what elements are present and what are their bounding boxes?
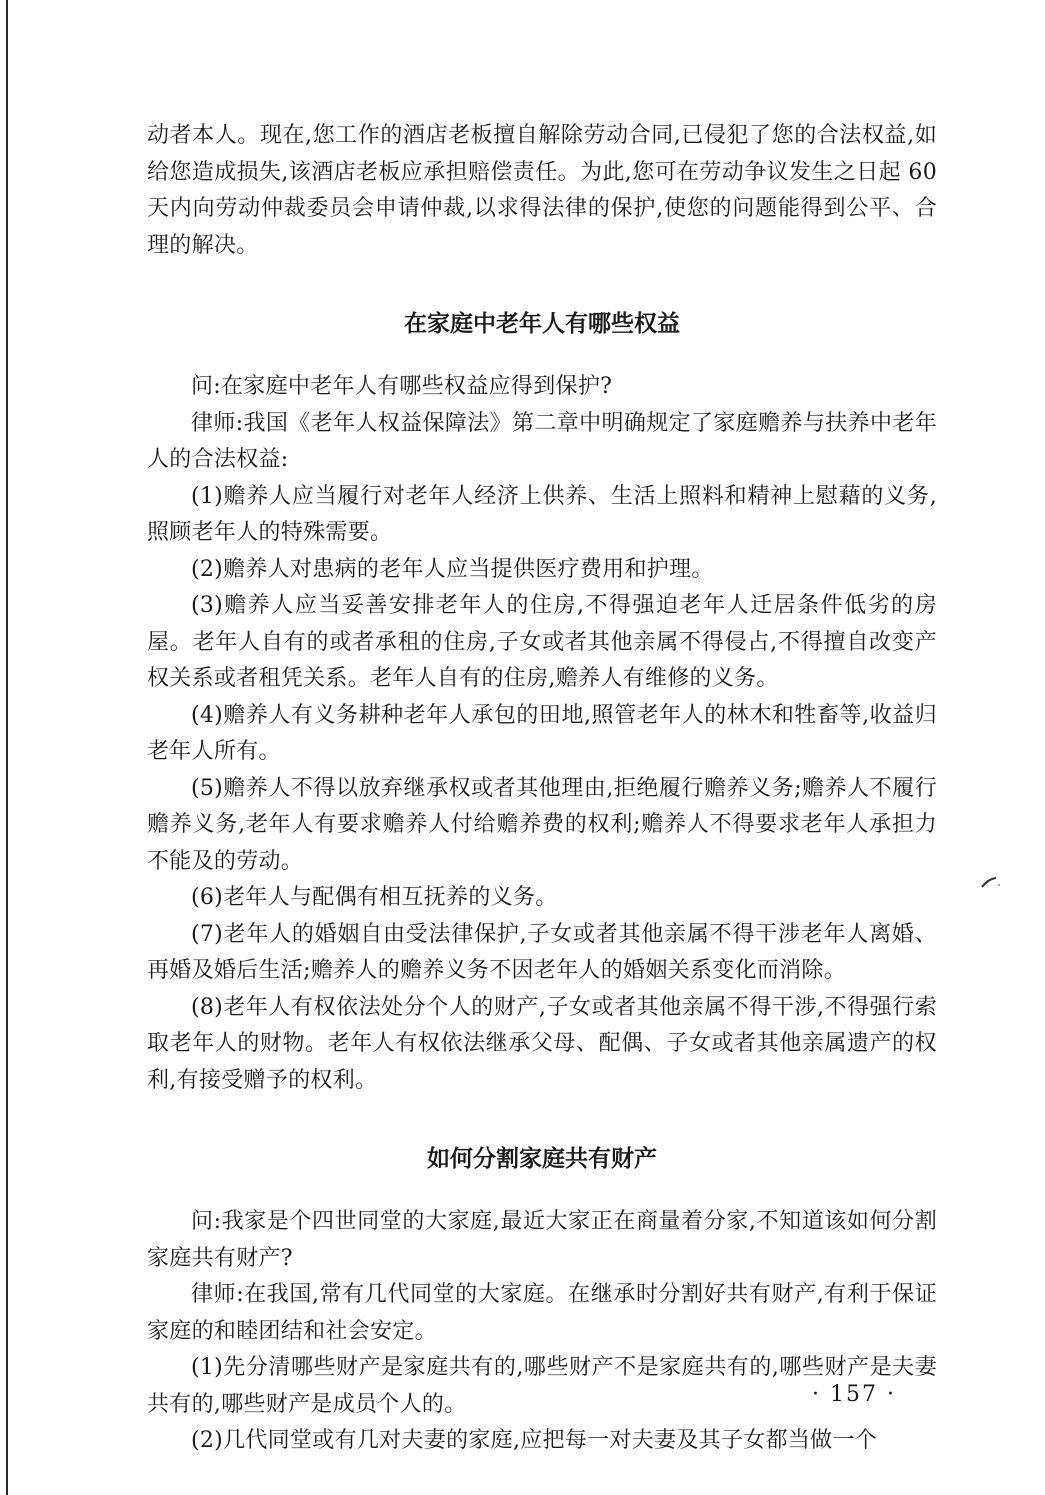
page-body bbox=[147, 118, 937, 1460]
section-title-elderly-rights: 在家庭中老年人有哪些权益 bbox=[404, 311, 680, 337]
list-item: (7)老年人的婚姻自由受法律保护,子女或者其他亲属不得干涉老年人离婚、再婚及婚后生活;赡养人的赡养义务不因老年人的婚姻关系变化而消除。 bbox=[147, 921, 937, 983]
answer-paragraph: 律师:我国《老年人权益保障法》第二章中明确规定了家庭赡养与扶养中老年人的合法权益: bbox=[147, 410, 937, 472]
list-item: (5)赡养人不得以放弃继承权或者其他理由,拒绝履行赡养义务;赡养人不履行赡养义务,老年人有要求赡养人付给赡养费的权利;赡养人不得要求老年人承担力不能及的劳动。 bbox=[147, 775, 937, 874]
list-item: (4)赡养人有义务耕种老年人承包的田地,照管老年人的林木和牲畜等,收益归老年人所有。 bbox=[147, 702, 937, 764]
page-edge-rule bbox=[6, 0, 8, 1495]
opening-paragraph: 动者本人。现在,您工作的酒店老板擅自解除劳动合同,已侵犯了您的合法权益,如给您造成损失,该酒店老板应承担赔偿责任。为此,您可在劳动争议发生之日起 60 天内向劳动仲裁委员会申请仲裁,以求得法律的保护,使您的问题能得到公平、合理的解决。 bbox=[147, 123, 937, 258]
list-item: (2)赡养人对患病的老年人应当提供医疗费用和护理。 bbox=[191, 556, 714, 582]
list-item: (2)几代同堂或有几对夫妻的家庭,应把每一对夫妻及其子女都当做一个 bbox=[191, 1428, 878, 1453]
section-title-property-division: 如何分割家庭共有财产 bbox=[427, 1146, 657, 1172]
list-item: (1)先分清哪些财产是家庭共有的,哪些财产不是家庭共有的,哪些财产是夫妻共有的,哪些财产是成员个人的。 bbox=[147, 1355, 937, 1417]
list-item: (3)赡养人应当妥善安排老年人的住房,不得强迫老年人迁居条件低劣的房屋。老年人自有的或者承租的住房,子女或者其他亲属不得侵占,不得擅自改变产权关系或者租凭关系。老年人自有的住房,赡养人有维修的义务。 bbox=[147, 593, 937, 691]
list-item: (6)老年人与配偶有相互抚养的义务。 bbox=[191, 885, 558, 910]
scan-speck-mark bbox=[980, 876, 1002, 890]
question-paragraph: 问:我家是个四世同堂的大家庭,最近大家正在商量着分家,不知道该如何分割家庭共有财产? bbox=[147, 1209, 937, 1271]
list-item: (1)赡养人应当履行对老年人经济上供养、生活上照料和精神上慰藉的义务,照顾老年人的特殊需要。 bbox=[147, 483, 937, 545]
page-number: · 157 · bbox=[812, 1382, 896, 1407]
answer-paragraph: 律师:在我国,常有几代同堂的大家庭。在继承时分割好共有财产,有利于保证家庭的和睦团结和社会安定。 bbox=[147, 1282, 937, 1344]
list-item: (8)老年人有权依法处分个人的财产,子女或者其他亲属不得干涉,不得强行索取老年人的财物。老年人有权依法继承父母、配偶、子女或者其他亲属遗产的权利,有接受赠予的权利。 bbox=[147, 994, 937, 1093]
question-paragraph: 问:在家庭中老年人有哪些权益应得到保护? bbox=[191, 374, 613, 399]
